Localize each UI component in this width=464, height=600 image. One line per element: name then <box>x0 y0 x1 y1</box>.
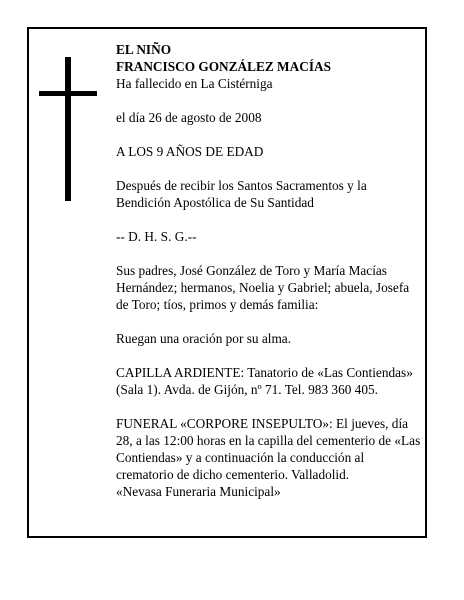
cross-horizontal-bar <box>39 91 97 96</box>
cross-vertical-bar <box>65 57 71 201</box>
sacraments-paragraph <box>116 177 428 211</box>
age-line: A LOS 9 AÑOS DE EDAD <box>116 144 264 159</box>
family-line: de Toro; tíos, primos y demás familia: <box>116 297 319 312</box>
funeral-line: Contiendas» y a continuación la conducción al <box>116 450 365 465</box>
cross-icon <box>39 57 99 201</box>
sacraments-line: Bendición Apostólica de Su Santidad <box>116 195 314 210</box>
family-paragraph <box>116 262 428 313</box>
family-line: Hernández; hermanos, Noelia y Gabriel; abuela, Josefa <box>116 280 410 295</box>
notice-text <box>116 41 428 500</box>
chapel-line: CAPILLA ARDIENTE: Tanatorio de «Las Contiendas» <box>116 365 413 380</box>
chapel-paragraph <box>116 364 428 398</box>
dhsg-line: -- D. H. S. G.-- <box>116 229 197 244</box>
funeral-line: crematorio de dicho cementerio. Valladolid. <box>116 467 350 482</box>
funeral-paragraph <box>116 415 428 483</box>
family-line: Sus padres, José González de Toro y María Macías <box>116 263 387 278</box>
funeral-line: FUNERAL «CORPORE INSEPULTO»: El jueves, día <box>116 416 409 431</box>
died-in-line: Ha fallecido en La Cistérniga <box>116 76 273 91</box>
heading-line-2: FRANCISCO GONZÁLEZ MACÍAS <box>116 59 331 74</box>
prayer-line: Ruegan una oración por su alma. <box>116 331 292 346</box>
funeral-line: 28, a las 12:00 horas en la capilla del cementerio de «Las <box>116 433 421 448</box>
obituary-notice <box>27 27 427 538</box>
sacraments-line: Después de recibir los Santos Sacramentos y la <box>116 178 367 193</box>
date-line: el día 26 de agosto de 2008 <box>116 110 262 125</box>
funeral-home-line: «Nevasa Funeraria Municipal» <box>116 484 281 499</box>
heading-line-1: EL NIÑO <box>116 42 172 57</box>
chapel-line: (Sala 1). Avda. de Gijón, nº 71. Tel. 983 360 405. <box>116 382 378 397</box>
